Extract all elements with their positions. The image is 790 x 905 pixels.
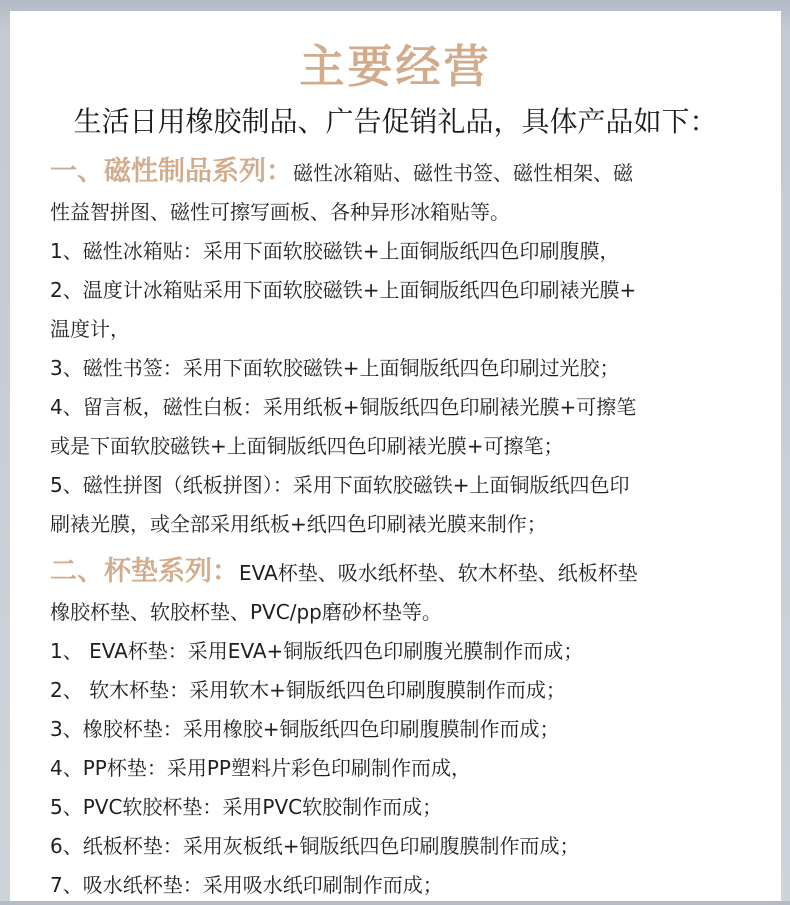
list-item: 温度计， (50, 317, 130, 341)
section-coasters (50, 552, 760, 905)
list-item: 刷裱光膜，或全部采用纸板+纸四色印刷裱光膜来制作； (50, 512, 547, 536)
list-item: 3、橡胶杯垫：采用橡胶+铜版纸四色印刷腹膜制作而成； (50, 717, 560, 741)
section-heading-line (50, 552, 760, 593)
list-item: 2、温度计冰箱贴采用下面软胶磁铁+上面铜版纸四色印刷裱光膜+ (50, 278, 637, 302)
list-item: 1、磁性冰箱贴：采用下面软胶磁铁+上面铜版纸四色印刷腹膜， (50, 239, 620, 263)
list-item: 3、磁性书签：采用下面软胶磁铁+上面铜版纸四色印刷过光胶； (50, 356, 620, 380)
list-item: 4、留言板，磁性白板：采用纸板+铜版纸四色印刷裱光膜+可擦笔 (50, 395, 637, 419)
list-item: 4、PP杯垫：采用PP塑料片彩色印刷制作而成， (50, 756, 471, 780)
section-description: EVA杯垫、吸水纸杯垫、软木杯垫、纸板杯垫 (239, 561, 638, 585)
list-item: 6、纸板杯垫：采用灰板纸+铜版纸四色印刷腹膜制作而成； (50, 834, 580, 858)
intro-text: 生活日用橡胶制品、广告促销礼品，具体产品如下： (73, 105, 718, 138)
section-heading-line (50, 152, 760, 193)
list-item: 5、PVC软胶杯垫：采用PVC软胶制作而成； (50, 795, 443, 819)
section-description-continued: 性益智拼图、磁性可擦写画板、各种异形冰箱贴等。 (50, 200, 510, 224)
section-description-continued: 橡胶杯垫、软胶杯垫、PVC/pp磨砂杯垫等。 (50, 600, 442, 624)
list-item: 1、 EVA杯垫：采用EVA+铜版纸四色印刷腹光膜制作而成； (50, 639, 584, 663)
section-description: 磁性冰箱贴、磁性书签、磁性相架、磁 (293, 161, 633, 185)
section-magnetic-products (50, 152, 760, 544)
section-heading: 二、杯垫系列： (50, 556, 239, 587)
list-item: 或是下面软胶磁铁+上面铜版纸四色印刷裱光膜+可擦笔； (50, 434, 564, 458)
list-item: 2、 软木杯垫：采用软木+铜版纸四色印刷腹膜制作而成； (50, 678, 566, 702)
section-heading: 一、磁性制品系列： (50, 156, 293, 187)
page-title: 主要经营 (299, 40, 492, 93)
list-item: 5、磁性拼图（纸板拼图）：采用下面软胶磁铁+上面铜版纸四色印 (50, 473, 630, 497)
content-card (10, 11, 781, 901)
list-item: 7、吸水纸杯垫：采用吸水纸印刷制作而成； (50, 873, 443, 897)
